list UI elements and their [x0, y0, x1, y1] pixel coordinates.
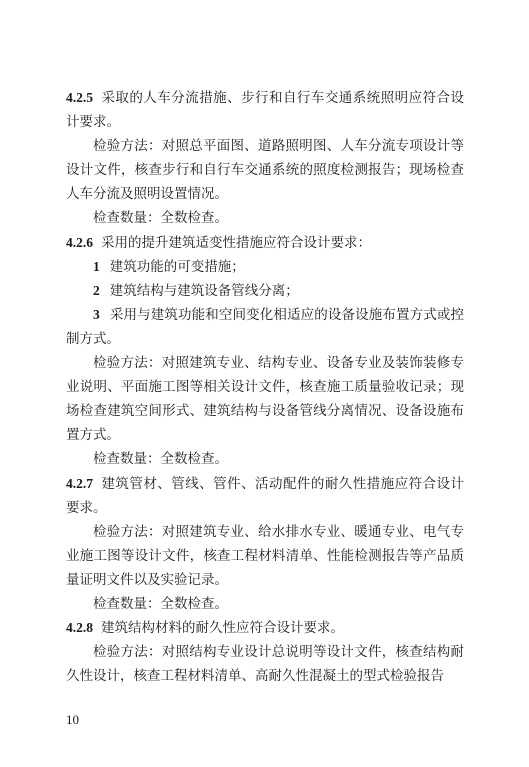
clause-text: 采取的人车分流措施、步行和自行车交通系统照明应符合设计要求。	[66, 90, 464, 131]
clause-4-2-6-item-2	[66, 279, 464, 303]
clause-4-2-6-item-1	[66, 255, 464, 279]
clause-4-2-5-heading	[66, 86, 464, 134]
page-number: 10	[66, 712, 79, 727]
clause-4-2-6-heading	[66, 231, 464, 255]
clause-text: 建筑结构材料的耐久性应符合设计要求。	[101, 620, 344, 637]
item-number: 3	[93, 306, 100, 322]
clause-4-2-7-method: 检验方法：对照建筑专业、给水排水专业、暖通专业、电气专业施工图等设计文件，核查工程材料清单、性能检测报告等产品质量证明文件以及实验记录。	[66, 523, 464, 588]
clause-4-2-6-method: 检验方法：对照建筑专业、结构专业、设备专业及装饰装修专业说明、平面施工图等相关设计文件，核查施工质量验收记录；现场检查建筑空间形式、建筑结构与设备管线分离情况、设备设施布置方式。	[66, 355, 464, 444]
clause-4-2-8-method: 检验方法：对照结构专业设计总说明等设计文件，核查结构耐久性设计，核查工程材料清单、高耐久性混凝土的型式检验报告	[66, 644, 464, 685]
clause-4-2-8-heading	[66, 616, 464, 640]
item-text: 建筑功能的可变措施；	[109, 258, 245, 275]
document-body	[66, 86, 464, 688]
clause-4-2-6-quantity: 检查数量：全数检查。	[93, 451, 228, 468]
item-number: 2	[93, 282, 100, 298]
clause-number: 4.2.7	[66, 475, 93, 491]
clause-4-2-5-method: 检验方法：对照总平面图、道路照明图、人车分流专项设计等设计文件，核查步行和自行车交通系统的照度检测报告；现场检查人车分流及照明设置情况。	[66, 138, 464, 203]
item-text: 建筑结构与建筑设备管线分离；	[109, 282, 299, 299]
clause-number: 4.2.6	[66, 234, 93, 250]
clause-number: 4.2.8	[66, 620, 93, 636]
clause-4-2-7-quantity: 检查数量：全数检查。	[93, 595, 228, 612]
clause-4-2-6-item-3	[66, 303, 464, 351]
clause-text: 采用的提升建筑适变性措施应符合设计要求：	[101, 234, 371, 251]
clause-4-2-7-heading	[66, 472, 464, 520]
clause-number: 4.2.5	[66, 90, 93, 105]
item-number: 1	[93, 258, 100, 274]
item-text: 采用与建筑功能和空间变化相适应的设备设施布置方式或控制方式。	[66, 306, 464, 347]
clause-4-2-5-quantity: 检查数量：全数检查。	[93, 210, 228, 227]
clause-text: 建筑管材、管线、管件、活动配件的耐久性措施应符合设计要求。	[66, 475, 464, 516]
